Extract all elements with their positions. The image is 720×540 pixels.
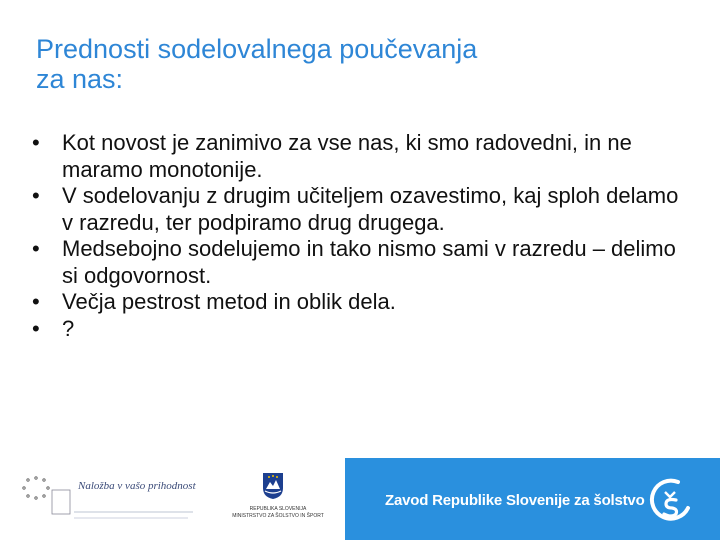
ministry-line-2: MINISTRSTVO ZA ŠOLSTVO IN ŠPORT <box>232 513 324 519</box>
zrss-logo-icon <box>648 478 694 524</box>
coat-of-arms-icon <box>262 472 284 500</box>
bullet-item: • Medsebojno sodelujemo in tako nismo sami v razredu – delimo si odgovornost. <box>30 236 690 289</box>
bullet-item: • ? <box>30 316 690 343</box>
footer-bar <box>0 458 720 540</box>
bullet-item: • Večja pestrost metod in oblik dela. <box>30 289 690 316</box>
footer-logo-panel <box>0 458 345 540</box>
title-line-1: Prednosti sodelovalnega poučevanja <box>36 34 478 64</box>
bullet-list <box>30 130 690 342</box>
title-line-2: za nas: <box>36 64 124 94</box>
slide-title <box>36 34 676 94</box>
institute-name: Zavod Republike Slovenije za šolstvo <box>385 492 645 509</box>
bullet-item: • Kot novost je zanimivo za vse nas, ki smo radovedni, in ne maramo monotonije. <box>30 130 690 183</box>
ministry-caption <box>218 506 338 520</box>
bullet-item: • V sodelovanju z drugim učiteljem ozavestimo, kaj sploh delamo v razredu, ter podpiramo drug drugega. <box>30 183 690 236</box>
eu-fund-logo-icon <box>8 468 198 528</box>
eu-fund-slogan: Naložba v vašo prihodnost <box>78 480 196 492</box>
ministry-line-1: REPUBLIKA SLOVENIJA <box>249 506 307 512</box>
